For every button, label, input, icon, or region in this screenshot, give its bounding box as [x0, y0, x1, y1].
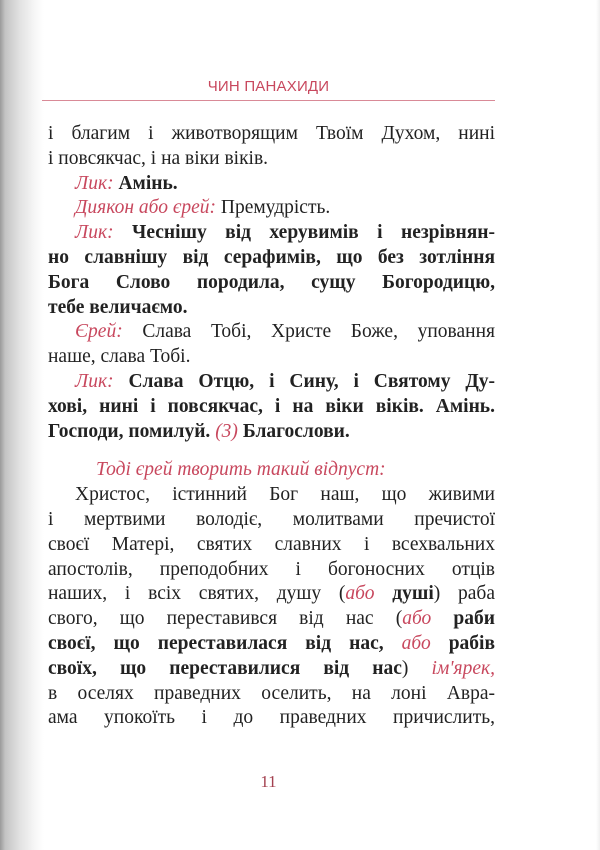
- rubric-text: ім'ярек,: [431, 657, 495, 679]
- running-head: ЧИН ПАНАХИДИ: [207, 78, 330, 95]
- text-line: [48, 706, 495, 731]
- bold-text: раби: [431, 608, 495, 630]
- rubric-text: Лик:: [75, 222, 114, 244]
- plain-text: ама упокоїть і до праведних причислить,: [48, 707, 495, 729]
- text-line: [48, 508, 495, 533]
- text-line: [48, 558, 495, 583]
- rubric-text: (3): [215, 420, 238, 442]
- bold-text: тебе величаємо.: [48, 296, 188, 318]
- text-line: [48, 582, 495, 607]
- rubric-text: або: [402, 608, 432, 630]
- plain-text: Премудрість.: [215, 197, 331, 219]
- bold-text: но славнішу від серафимів, що без зотління: [48, 246, 495, 268]
- text-line: [48, 271, 495, 296]
- plain-text: і повсякчас, і на віки віків.: [48, 147, 269, 169]
- bold-text: своїх, що переставилися від нас: [48, 657, 402, 679]
- rubric-text: Єрей:: [75, 321, 123, 343]
- plain-text: ): [401, 657, 432, 679]
- plain-text: і благим і животворящим Твоїм Духом, нині: [48, 123, 495, 144]
- text-line: [48, 483, 495, 508]
- bold-text: Слава Отцю, і Сину, і Святому Ду-: [113, 370, 495, 392]
- rubric-text: Лик:: [75, 370, 114, 392]
- plain-text: свого, що переставився від нас (: [48, 608, 403, 630]
- bold-text: Бога Слово породила, сущу Богородицю,: [48, 271, 495, 293]
- text-line: [48, 395, 495, 420]
- text-line: [48, 147, 495, 172]
- plain-text: наших, і всіх святих, душу (: [48, 583, 346, 605]
- page-number: 11: [260, 772, 277, 791]
- text-line: [48, 420, 495, 445]
- bold-text: Чеснішу від херувимів і незрівнян-: [113, 222, 495, 244]
- text-line: [48, 370, 495, 395]
- rubric-text: або: [345, 583, 375, 605]
- plain-text: ) раба: [433, 583, 495, 605]
- text-line: [48, 221, 495, 246]
- text-line: [48, 657, 495, 682]
- text-line: [48, 172, 495, 197]
- rubric-text: Диякон або єрей:: [75, 197, 216, 219]
- text-line: [48, 320, 495, 345]
- rubric-heading: [48, 458, 495, 483]
- rubric-text: Лик:: [75, 172, 114, 194]
- text-line: [48, 345, 495, 370]
- page-edge: [596, 0, 600, 850]
- plain-text: в оселях праведних оселить, на лоні Авра-: [48, 682, 495, 704]
- text-line: [48, 296, 495, 321]
- text-line: [48, 196, 495, 221]
- text-line: [48, 246, 495, 271]
- book-spine-shadow: [0, 0, 44, 850]
- bold-text: хові, нині і повсякчас, і на віки віків. Амінь.: [48, 395, 495, 417]
- plain-text: і мертвими володіє, молитвами пречистої: [48, 508, 495, 530]
- plain-text: апостолів, преподобних і богоносних отців: [48, 558, 495, 580]
- plain-text: Христос, істинний Бог наш, що живими: [75, 484, 495, 506]
- bold-text: Благослови.: [237, 420, 350, 442]
- paragraph-gap: [48, 444, 495, 458]
- text-line: [48, 632, 495, 657]
- text-line: [48, 607, 495, 632]
- bold-text: душі: [374, 583, 434, 605]
- header-rule: [42, 100, 495, 101]
- text-line: [48, 533, 495, 558]
- rubric-text: Тоді єрей творить такий відпуст:: [96, 459, 386, 481]
- page-body-text: [48, 122, 495, 731]
- text-line: [48, 682, 495, 707]
- bold-text: рабів: [430, 632, 496, 654]
- rubric-text: або: [401, 632, 431, 654]
- bold-text: своєї, що переставилася від нас,: [48, 632, 402, 654]
- text-line: [48, 122, 495, 147]
- plain-text: своєї Матері, святих славних і всехвальних: [48, 533, 495, 555]
- plain-text: наше, слава Тобі.: [48, 346, 191, 368]
- bold-text: Амінь.: [113, 172, 178, 194]
- bold-text: Господи, помилуй.: [48, 420, 216, 442]
- plain-text: Слава Тобі, Христе Боже, уповання: [122, 321, 495, 343]
